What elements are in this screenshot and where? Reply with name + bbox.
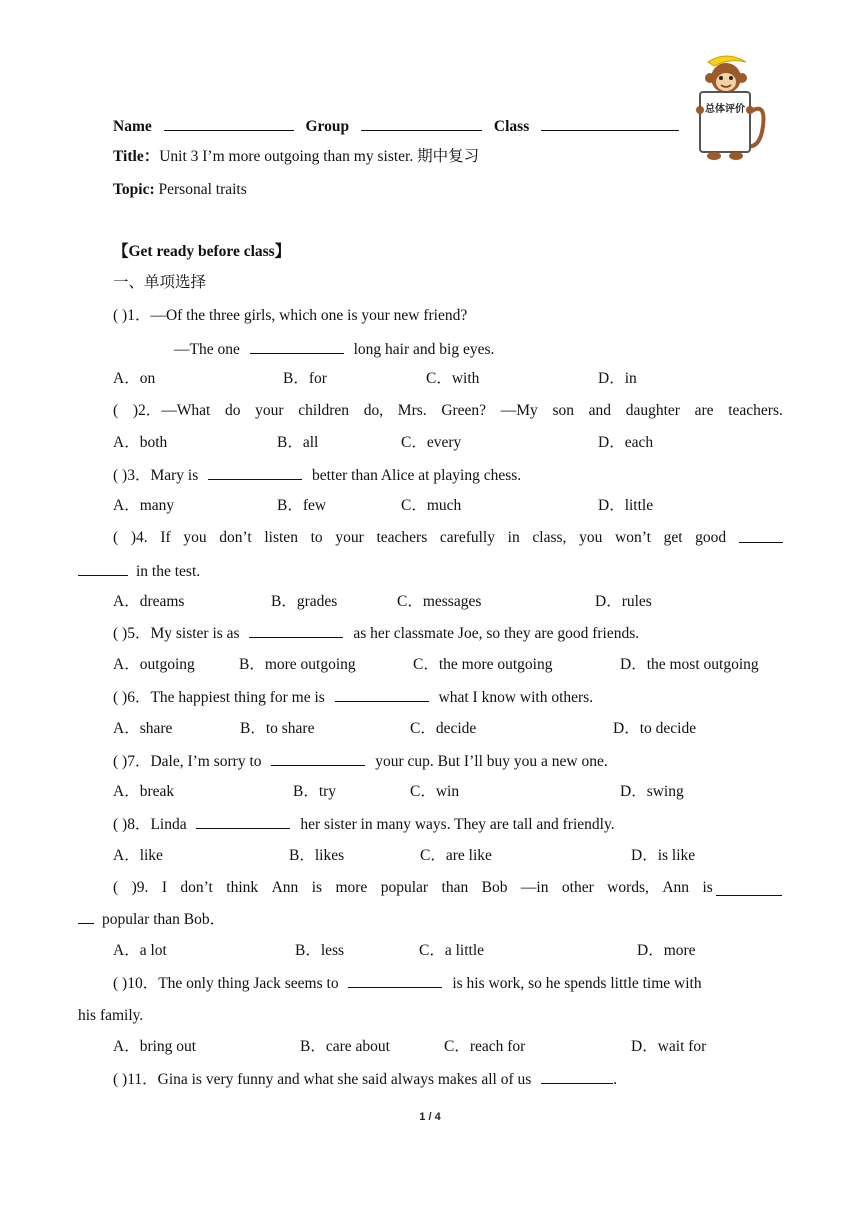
- stem-word: )4.: [130, 529, 148, 546]
- q7-text-b: your cup. But I’ll buy you a new one.: [375, 753, 608, 770]
- q7-blank[interactable]: [271, 751, 365, 766]
- q7-text-a: ( )7．Dale, I’m sorry to: [113, 753, 262, 770]
- q2-option-a[interactable]: A．both: [113, 434, 168, 451]
- topic-label: Topic:: [113, 181, 155, 198]
- stem-word: If: [160, 529, 171, 546]
- q10-option-a[interactable]: A．bring out: [113, 1038, 197, 1055]
- topic-line: [113, 180, 247, 200]
- group-label: Group: [305, 118, 350, 135]
- stem-word: Mrs.: [397, 402, 427, 419]
- q5-stem: [113, 623, 639, 644]
- stem-word: are: [694, 402, 714, 419]
- q10-option-b[interactable]: B．care about: [300, 1038, 390, 1055]
- q3-option-c[interactable]: C．much: [401, 497, 462, 514]
- q1-stem: ( )1．—Of the three girls, which one is your new friend?: [113, 307, 468, 324]
- group-field[interactable]: [361, 116, 482, 131]
- q4-blank[interactable]: [739, 528, 783, 543]
- q9-option-d[interactable]: D．more: [637, 942, 696, 959]
- stem-word: Ann: [662, 879, 690, 896]
- q11-blank[interactable]: [541, 1069, 613, 1084]
- badge-text: 总体评价: [705, 104, 745, 115]
- q6-stem: [113, 687, 593, 708]
- stem-word: in: [507, 529, 520, 546]
- q6-option-a[interactable]: A．share: [113, 720, 173, 737]
- q6-text-a: ( )6．The happiest thing for me is: [113, 689, 325, 706]
- stem-word: teachers.: [728, 402, 783, 419]
- q11-text-a: ( )11．Gina is very funny and what she said always makes all of us: [113, 1071, 532, 1088]
- q3-option-b[interactable]: B．few: [277, 497, 327, 514]
- stem-word: you: [183, 529, 207, 546]
- stem-word: get: [663, 529, 683, 546]
- q5-option-a[interactable]: A．outgoing: [113, 656, 195, 673]
- class-field[interactable]: [541, 116, 679, 131]
- stem-word: class,: [532, 529, 567, 546]
- name-label: Name: [113, 118, 152, 135]
- stem-word: (: [113, 402, 119, 419]
- q9-blank[interactable]: [716, 881, 782, 896]
- q5-option-b[interactable]: B．more outgoing: [239, 656, 356, 673]
- q1-option-b[interactable]: B．for: [283, 370, 327, 387]
- q5-option-c[interactable]: C．the more outgoing: [413, 656, 553, 673]
- q8-blank[interactable]: [196, 814, 290, 829]
- stem-word: Green?: [441, 402, 487, 419]
- name-field[interactable]: [164, 116, 294, 131]
- stem-word: is: [702, 879, 713, 896]
- stem-word: to: [310, 529, 323, 546]
- q1-text-a: —The one: [174, 341, 240, 358]
- q5-text-b: as her classmate Joe, so they are good friends.: [353, 625, 640, 642]
- q4-option-b[interactable]: B．grades: [271, 593, 338, 610]
- stem-word: Ann: [271, 879, 299, 896]
- q4-option-c[interactable]: C．messages: [397, 593, 482, 610]
- q7-option-c[interactable]: C．win: [410, 783, 460, 800]
- stem-word: )9.: [131, 879, 149, 896]
- q5-option-d[interactable]: D．the most outgoing: [620, 656, 759, 673]
- q2-option-c[interactable]: C．every: [401, 434, 462, 451]
- part-heading: 一、单项选择: [113, 274, 207, 291]
- q1-option-a[interactable]: A．on: [113, 370, 156, 387]
- q4-option-d[interactable]: D．rules: [595, 593, 652, 610]
- q7-stem: [113, 751, 608, 772]
- q7-option-d[interactable]: D．swing: [620, 783, 684, 800]
- q9-option-c[interactable]: C．a little: [419, 942, 485, 959]
- q10-text-b: is his work, so he spends little time with: [452, 975, 702, 992]
- q3-text-b: better than Alice at playing chess.: [312, 467, 522, 484]
- stem-word: do: [225, 402, 241, 419]
- q4-stem: [113, 528, 783, 548]
- q3-stem: [113, 465, 521, 486]
- q6-text-b: what I know with others.: [438, 689, 594, 706]
- stem-word: —My: [500, 402, 538, 419]
- stem-word: —in: [520, 879, 549, 896]
- stem-word: (: [113, 529, 119, 546]
- q10-blank[interactable]: [348, 973, 442, 988]
- q2-option-b[interactable]: B．all: [277, 434, 319, 451]
- q3-option-d[interactable]: D．little: [598, 497, 654, 514]
- stem-word: you: [579, 529, 603, 546]
- stem-word: don’t: [180, 879, 213, 896]
- q11-stem: [113, 1069, 617, 1090]
- stem-word: )2．—What: [132, 402, 211, 419]
- title-line: [113, 147, 479, 167]
- q6-option-b[interactable]: B．to share: [240, 720, 315, 737]
- name-row: [113, 116, 679, 137]
- q4-option-a[interactable]: A．dreams: [113, 593, 185, 610]
- stem-word: don’t: [219, 529, 252, 546]
- stem-word: words,: [607, 879, 649, 896]
- q9-stem: [113, 878, 713, 898]
- stem-word: Bob: [481, 879, 508, 896]
- q10-option-c[interactable]: C．reach for: [444, 1038, 526, 1055]
- q10-option-d[interactable]: D．wait for: [631, 1038, 707, 1055]
- class-label: Class: [493, 118, 530, 135]
- q9-option-b[interactable]: B．less: [295, 942, 345, 959]
- q2-option-d[interactable]: D．each: [598, 434, 654, 451]
- q7-option-a[interactable]: A．break: [113, 783, 175, 800]
- q8-text-b: her sister in many ways. They are tall and friendly.: [300, 816, 615, 833]
- stem-word: (: [113, 879, 119, 896]
- title-value: Unit 3 I’m more outgoing than my sister. 期中复习: [159, 148, 480, 165]
- stem-word: daughter: [625, 402, 680, 419]
- q8-option-b[interactable]: B．likes: [289, 847, 345, 864]
- stem-word: popular: [380, 879, 429, 896]
- q1-option-c[interactable]: C．with: [426, 370, 480, 387]
- stem-word: good: [695, 529, 727, 546]
- stem-word: I: [161, 879, 167, 896]
- stem-word: your: [255, 402, 284, 419]
- q8-stem: [113, 814, 615, 835]
- q9-option-a[interactable]: A．a lot: [113, 942, 167, 959]
- q4-blank-cont[interactable]: [78, 561, 128, 576]
- stem-word: and: [588, 402, 612, 419]
- page-number: 1 / 4: [419, 1111, 441, 1123]
- q3-option-a[interactable]: A．many: [113, 497, 175, 514]
- title-label: Title：: [113, 148, 160, 165]
- q9-blank-cont[interactable]: [78, 909, 94, 924]
- q1-blank[interactable]: [250, 339, 344, 354]
- q4-line2: [78, 561, 200, 582]
- q6-option-d[interactable]: D．to decide: [613, 720, 697, 737]
- stem-word: your: [335, 529, 364, 546]
- stem-word: won’t: [615, 529, 651, 546]
- stem-word: do,: [363, 402, 384, 419]
- stem-word: teachers: [376, 529, 428, 546]
- stem-word: listen: [264, 529, 298, 546]
- q1-option-d[interactable]: D．in: [598, 370, 637, 387]
- stem-word: children: [298, 402, 350, 419]
- q7-option-b[interactable]: B．try: [293, 783, 337, 800]
- q6-option-c[interactable]: C．decide: [410, 720, 477, 737]
- q5-text-a: ( )5．My sister is as: [113, 625, 240, 642]
- stem-word: than: [441, 879, 469, 896]
- q3-text-a: ( )3．Mary is: [113, 467, 199, 484]
- stem-word: more: [335, 879, 368, 896]
- stem-word: other: [561, 879, 594, 896]
- q3-blank[interactable]: [208, 465, 302, 480]
- q10-text-a: ( )10．The only thing Jack seems to: [113, 975, 339, 992]
- q6-blank[interactable]: [335, 687, 429, 702]
- q8-text-a: ( )8．Linda: [113, 816, 187, 833]
- stem-word: son: [552, 402, 574, 419]
- q10-line2: his family.: [78, 1007, 144, 1024]
- q5-blank[interactable]: [249, 623, 343, 638]
- q9-text-end: popular than Bob．: [102, 911, 226, 928]
- stem-word: is: [311, 879, 323, 896]
- q11-text-b: .: [613, 1071, 618, 1088]
- monkey-evaluation-badge: [686, 52, 768, 164]
- stem-word: think: [226, 879, 259, 896]
- q4-text-end: in the test.: [136, 563, 201, 580]
- topic-value: Personal traits: [158, 181, 247, 198]
- q8-option-c[interactable]: C．are like: [420, 847, 492, 864]
- q9-line2: [78, 909, 225, 930]
- q10-stem: [113, 973, 702, 994]
- stem-word: carefully: [439, 529, 495, 546]
- section-heading: 【Get ready before class】: [113, 243, 291, 260]
- q8-option-d[interactable]: D．is like: [631, 847, 696, 864]
- q2-stem: [113, 401, 783, 421]
- q1-line2: [174, 339, 494, 360]
- q1-text-b: long hair and big eyes.: [353, 341, 495, 358]
- q8-option-a[interactable]: A．like: [113, 847, 163, 864]
